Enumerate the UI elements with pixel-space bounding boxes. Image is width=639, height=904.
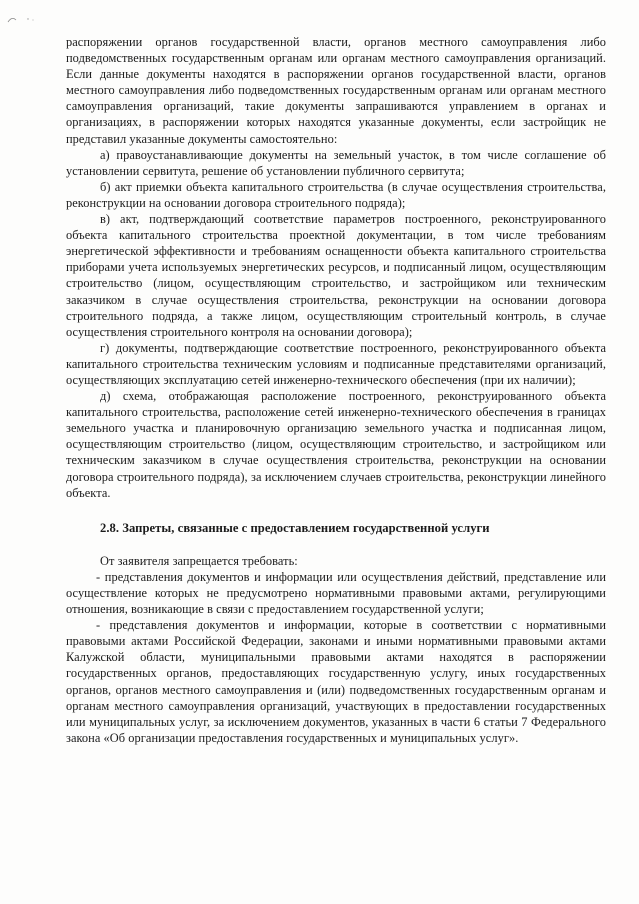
paragraph-item-v: в) акт, подтверждающий соответствие параметров построенного, реконструированного объекта капитального строительства проектной документации, в том числе требованиям энергетической эффективности и требованиям оснащенности объекта капитального строительства приборами учета используемых энергетических ресурсов, и подписанный лицом, осуществляющим строительство (лицом, осуществляющим строительство, и застройщиком или техническим заказчиком в случае осуществления строительства, реконструкции на основании договора строительного подряда, а также лицом, осуществляющим строительный контроль, в случае осуществления строительного контроля на основании договора); [66,212,606,339]
paragraph-item-g: г) документы, подтверждающие соответствие построенного, реконструированного объекта капитального строительства техническим условиям и подписанные представителями организаций, осуществляющих эксплуатацию сетей инженерно-технического обеспечения (при их наличии); [66,340,606,387]
section-intro: От заявителя запрещается требовать: [100,553,298,568]
scan-artifact-mark [6,14,46,24]
paragraph-item-b: б) акт приемки объекта капитального строительства (в случае осуществления строительства, реконструкции на основании договора строительного подряда); [66,179,606,210]
paragraph-item-a: а) правоустанавливающие документы на земельный участок, в том числе соглашение об установлении сервитута, решение об установлении публичного сервитута; [66,147,606,178]
section-heading: 2.8. Запреты, связанные с предоставлением государственной услуги [100,520,490,535]
paragraph-continuation: распоряжении органов государственной власти, органов местного самоуправления либо подведомственных государственным органам или органам местного самоуправления организаций. Если данные документы находятся в распоряжении органов государственной власти, органов местного самоуправления либо подведомственных государственным органам или органам местного самоуправления организаций, такие документы запрашиваются управлением в органах и организациях, в распоряжении которых находятся указанные документы, если застройщик не представил указанные документы самостоятельно: [66,35,606,146]
paragraph-item-d: д) схема, отображающая расположение построенного, реконструированного объекта капитального строительства, расположение сетей инженерно-технического обеспечения в границах земельного участка и планировочную организацию земельного участка и подписанная лицом, осуществляющим строительство (лицом, осуществляющим строительство, и застройщиком или техническим заказчиком в случае осуществления строительства, реконструкции на основании договора строительного подряда), за исключением случаев строительства, реконструкции линейного объекта. [66,389,606,500]
section-item-1: - представления документов и информации или осуществления действий, представление или осуществление которых не предусмотрено нормативными правовыми актами, регулирующими отношения, возникающие в связи с предоставлением государственной услуги; [66,569,606,617]
section-item-2: - представления документов и информации, которые в соответствии с нормативными правовыми актами Российской Федерации, законами и иными нормативными правовыми актами Калужской области, муниципальными правовыми актами находятся в распоряжении государственных органов, предоставляющих государственную услугу, иных государственных органов, органов местного самоуправления и (или) подведомственных государственным органам и органам местного самоуправления организаций, участвующих в предоставлении государственных или муниципальных услуг, за исключением документов, указанных в части 6 статьи 7 Федерального закона «Об организации предоставления государственных и муниципальных услуг». [66,618,606,745]
document-body [66,34,606,746]
